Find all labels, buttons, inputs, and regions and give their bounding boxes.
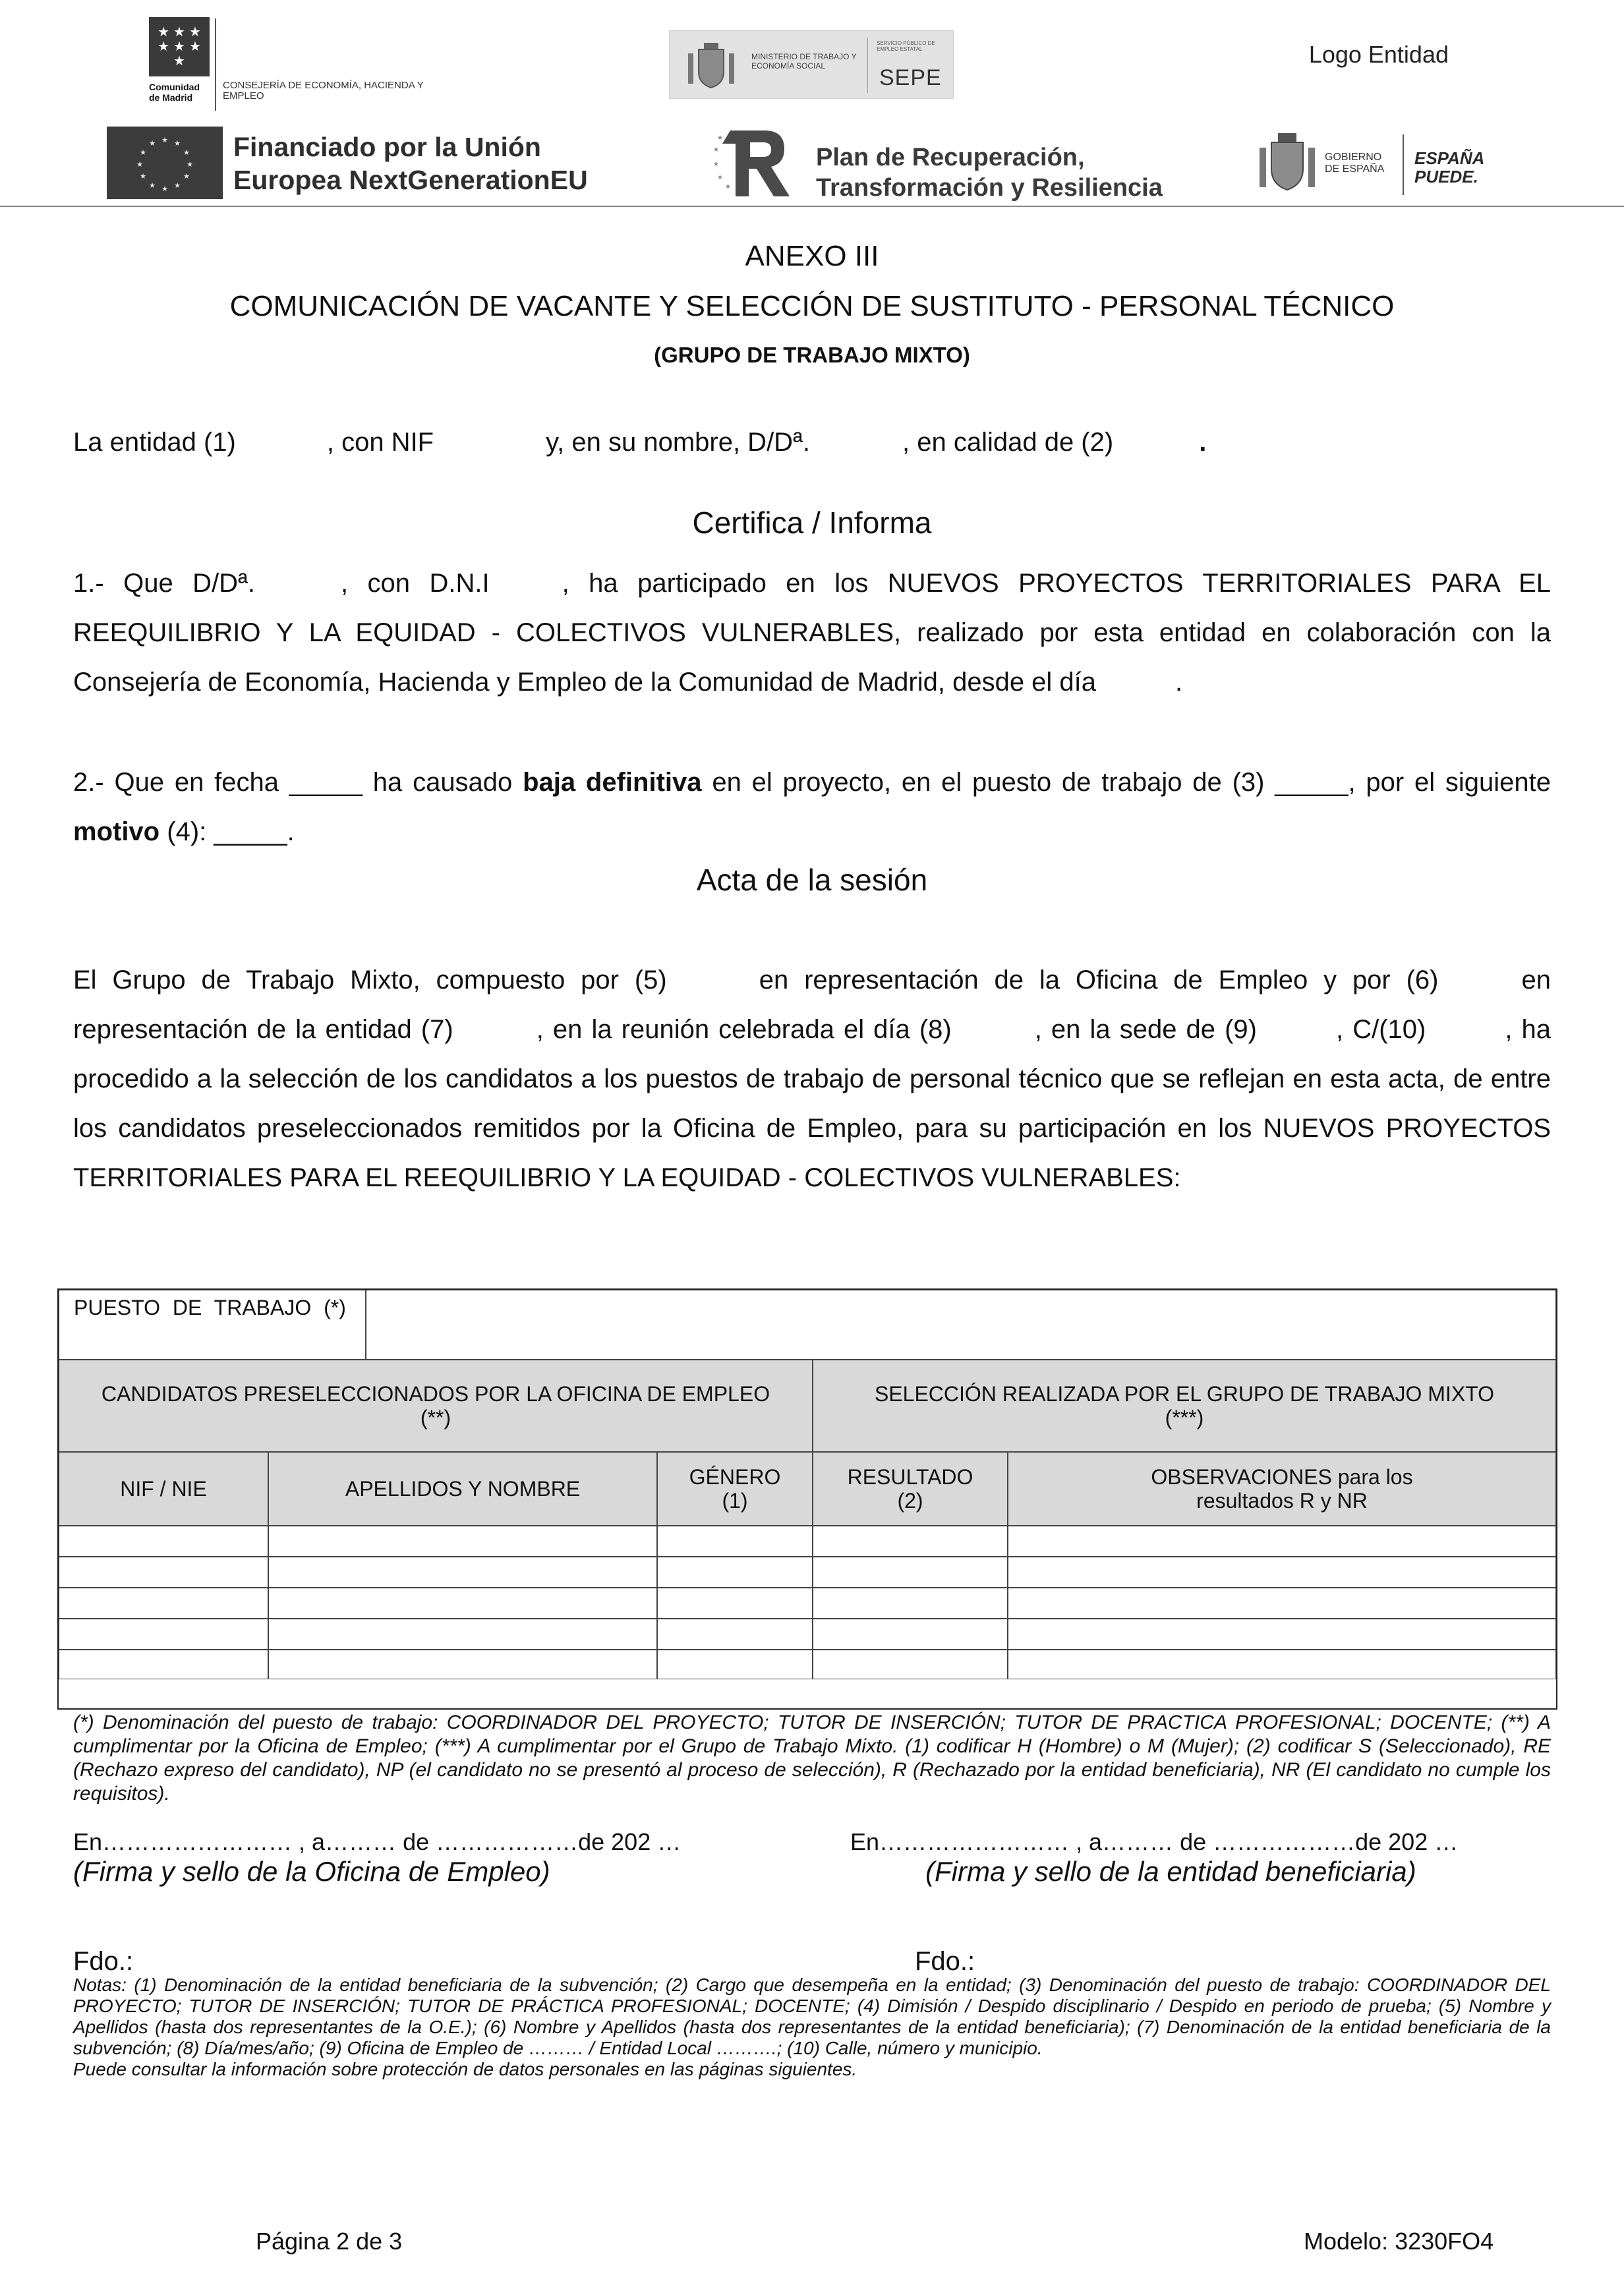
col-observaciones-label: OBSERVACIONES para los resultados R y NR (1151, 1465, 1413, 1513)
intro-paragraph (73, 418, 1551, 467)
table-cell[interactable] (268, 1588, 657, 1619)
table-cell[interactable] (59, 1650, 268, 1679)
government-coat-of-arms-icon (1256, 129, 1319, 195)
sepe-service-name: SERVICIO PÚBLICO DE EMPLEO ESTATAL (877, 40, 935, 52)
table-cell[interactable] (59, 1619, 268, 1650)
right-place-date: En…………………… , a……… de ………………de 202 … (850, 1828, 1459, 1855)
intro-end: . (1199, 428, 1207, 457)
paragraph-1 (73, 559, 1551, 707)
paragraph-2 (73, 758, 1551, 857)
document-title: COMUNICACIÓN DE VACANTE Y SELECCIÓN DE SUSTITUTO - PERSONAL TÉCNICO (229, 290, 1395, 322)
table-cell[interactable] (268, 1526, 657, 1557)
svg-text:★: ★ (183, 172, 190, 181)
footnotes (73, 1975, 1551, 2080)
header-rule (0, 206, 1624, 207)
para3-meeting-text: , en la reunión celebrada el día (8) (536, 1015, 952, 1044)
table-cell[interactable] (268, 1650, 657, 1679)
table-cell[interactable] (813, 1619, 1008, 1650)
recovery-plan-text: Plan de Recuperación, Transformación y Resiliencia (816, 144, 1163, 202)
svg-text:★: ★ (174, 139, 181, 148)
acta-heading: Acta de la sesión (696, 863, 928, 897)
para2-job-text: en el proyecto, en el puesto de trabajo de (3) _____, por el siguiente (712, 768, 1552, 797)
table-cell[interactable] (657, 1526, 813, 1557)
right-group-header (813, 1360, 1556, 1452)
madrid-name: Comunidad de Madrid (149, 82, 200, 103)
col-genero (657, 1452, 813, 1526)
table-cell[interactable] (813, 1557, 1008, 1588)
eu-funding-text: Financiado por la Unión Europea NextGenerationEU (233, 132, 588, 195)
col-apellidos-label: APELLIDOS Y NOMBRE (345, 1477, 581, 1501)
sepe-acronym: SEPE (879, 65, 942, 90)
svg-text:★: ★ (140, 172, 146, 181)
para2-motivo: motivo (73, 817, 160, 846)
madrid-divider (215, 18, 216, 111)
comunidad-madrid-logo (149, 17, 424, 103)
table-cell[interactable] (268, 1619, 657, 1650)
page-number: Página 2 de 3 (256, 2228, 403, 2255)
left-place-date: En…………………… , a……… de ………………de 202 … (73, 1828, 682, 1855)
table-cell[interactable] (1008, 1526, 1556, 1557)
table-cell[interactable] (813, 1650, 1008, 1679)
espana-puede-text: ESPAÑA PUEDE. (1414, 148, 1484, 187)
col-nif-label: NIF / NIE (120, 1477, 207, 1501)
selection-table (57, 1288, 1557, 1710)
eu-flag-icon (107, 127, 223, 199)
puesto-label-cell (59, 1290, 366, 1360)
certifica-heading: Certifica / Informa (692, 506, 932, 540)
para1-person-label: 1.- Que D/Dª. (73, 569, 255, 598)
col-nif (59, 1452, 268, 1526)
svg-text:★: ★ (187, 160, 193, 169)
table-cell[interactable] (1008, 1619, 1556, 1650)
svg-text:★: ★ (140, 148, 146, 157)
para1-project-text: , ha participado en los NUEVOS PROYECTOS TERRITORIALES PARA EL REEQUILIBRIO Y LA EQUIDAD - COLECTIVOS VULNERABLES (73, 569, 1551, 647)
para2-date-text: 2.- Que en fecha _____ ha causado (73, 768, 513, 797)
para1-end: . (1175, 668, 1183, 697)
para3-street-text: , C/(10) (1336, 1015, 1426, 1044)
para3-group-text: El Grupo de Trabajo Mixto, compuesto por (5) (73, 966, 667, 995)
entity-logo-placeholder: Logo Entidad (1308, 41, 1449, 68)
intro-entity-label: La entidad (1) (73, 428, 236, 457)
table-cell[interactable] (657, 1557, 813, 1588)
ministry-separator (867, 38, 868, 93)
para1-dni-label: , con D.N.I (341, 569, 490, 598)
intro-role-label: , en calidad de (2) (902, 428, 1114, 457)
table-cell[interactable] (657, 1619, 813, 1650)
recovery-plan-icon (710, 125, 796, 202)
ministry-sepe-logo (669, 30, 954, 99)
table-notes: (*) Denominación del puesto de trabajo: COORDINADOR DEL PROYECTO; TUTOR DE INSERCIÓN; TUTOR DE PRACTICA PROFESIONAL; DOCENTE; (**) A cumplimentar por la Oficina de Empleo; (***) A cumplimentar por el Grupo de Trabajo Mixto. (1) codificar H (Hombre) o M (Mujer); (2) codificar S (Seleccionado), RE (Rechazo expreso del candidato), NP (el candidato no se presentó al proceso de selección), R (Rechazado por la entidad beneficiaria), NR (El candidato no cumple los requisitos). (73, 1712, 1551, 1805)
para1-collaboration-text: , realizado por esta entidad en colaboración con la Consejería de Economía, Hacienda y Empleo de la Comunidad de Madrid, desde el día (73, 618, 1551, 697)
svg-text:★: ★ (717, 174, 723, 181)
spain-coat-of-arms-icon (683, 40, 740, 90)
para3-office-text: en representación de la Oficina de Empleo y por (6) (759, 966, 1439, 995)
table-cell[interactable] (657, 1588, 813, 1619)
table-cell[interactable] (1008, 1588, 1556, 1619)
svg-text:★: ★ (149, 139, 156, 148)
table-cell[interactable] (657, 1650, 813, 1679)
madrid-stars-icon: ★ ★ ★ ★ ★ ★ ★ (149, 17, 210, 76)
para3-entity-text: en representación de la entidad (7) (73, 966, 1551, 1044)
privacy-note: Puede consultar la información sobre protección de datos personales en las páginas siguientes. (73, 2059, 857, 2079)
svg-text:★: ★ (161, 185, 168, 193)
right-group-label: SELECCIÓN REALIZADA POR EL GRUPO DE TRABAJO MIXTO (***) (874, 1382, 1495, 1430)
puesto-label: PUESTO DE TRABAJO (*) (74, 1296, 346, 1319)
left-signature-caption: (Firma y sello de la Oficina de Empleo) (73, 1856, 550, 1887)
col-observaciones (1008, 1452, 1556, 1526)
table-cell[interactable] (813, 1588, 1008, 1619)
table-cell[interactable] (1008, 1557, 1556, 1588)
svg-text:★: ★ (136, 160, 143, 169)
svg-text:★: ★ (149, 181, 156, 190)
svg-text:★: ★ (174, 181, 181, 190)
document-subtitle: (GRUPO DE TRABAJO MIXTO) (654, 343, 970, 367)
left-group-label: CANDIDATOS PRESELECCIONADOS POR LA OFICINA DE EMPLEO (**) (101, 1382, 770, 1430)
col-resultado-label: RESULTADO (2) (847, 1465, 973, 1513)
para3-seat-text: , en la sede de (9) (1034, 1015, 1257, 1044)
svg-text:★: ★ (713, 146, 719, 154)
svg-text:★: ★ (713, 161, 719, 168)
table-cell[interactable] (59, 1588, 268, 1619)
right-signature-caption: (Firma y sello de la entidad beneficiaria) (925, 1856, 1416, 1887)
svg-text:★: ★ (717, 134, 723, 142)
government-separator (1403, 134, 1404, 195)
model-code: Modelo: 3230FO4 (1304, 2228, 1494, 2255)
table-cell[interactable] (268, 1557, 657, 1588)
left-fdo: Fdo.: (73, 1947, 134, 1976)
col-genero-label: GÉNERO (1) (689, 1465, 781, 1513)
table-cell[interactable] (813, 1526, 1008, 1557)
madrid-department: CONSEJERÍA DE ECONOMÍA, HACIENDA Y EMPLEO (223, 80, 424, 101)
para3-selection-text: , ha procedido a la selección de los candidatos a los puestos de trabajo de personal técnico que se reflejan en esta acta, de entre los candidatos preseleccionados remitidos por la Oficina de Empleo, para su participación en los NUEVOS PROYECTOS TERRITORIALES PARA EL REEQUILIBRIO Y LA EQUIDAD - COLECTIVOS VULNERABLES: (73, 1015, 1552, 1192)
footnotes-text: Notas: (1) Denominación de la entidad beneficiaria de la subvención; (2) Cargo que desempeña en la entidad; (3) Denominación del puesto de trabajo: COORDINADOR DEL PROYECTO; TUTOR DE INSERCIÓN; TUTOR DE PRÁCTICA PROFESIONAL; DOCENTE; (4) Dimisión / Despido disciplinario / Despido en periodo de prueba; (5) Nombre y Apellidos (hasta dos representantes de la O.E.); (6) Nombre y Apellidos (hasta dos representantes de la entidad beneficiaria); (7) Denominación de la entidad beneficiaria de la subvención; (8) Día/mes/año; (9) Oficina de Empleo de ……… / Entidad Local ……….; (10) Calle, número y municipio. (73, 1975, 1551, 2058)
puesto-value-cell[interactable] (366, 1290, 1556, 1360)
para2-end: (4): _____. (167, 817, 295, 846)
svg-text:★: ★ (183, 148, 190, 157)
left-group-header (59, 1360, 813, 1452)
para2-baja-definitiva: baja definitiva (523, 768, 702, 797)
intro-nif-label: , con NIF (326, 428, 434, 457)
right-fdo: Fdo.: (915, 1947, 975, 1976)
government-text: GOBIERNO DE ESPAÑA (1325, 152, 1385, 175)
paragraph-3 (73, 956, 1551, 1203)
table-cell[interactable] (59, 1557, 268, 1588)
table-cell[interactable] (59, 1526, 268, 1557)
annex-title: ANEXO III (745, 240, 879, 272)
ministry-name: MINISTERIO DE TRABAJO Y ECONOMÍA SOCIAL (751, 52, 857, 71)
svg-text:★: ★ (161, 136, 168, 144)
col-resultado (813, 1452, 1008, 1526)
svg-text:★: ★ (725, 183, 731, 190)
col-apellidos (268, 1452, 657, 1526)
table-cell[interactable] (1008, 1650, 1556, 1679)
intro-representative-label: y, en su nombre, D/Dª. (546, 428, 810, 457)
